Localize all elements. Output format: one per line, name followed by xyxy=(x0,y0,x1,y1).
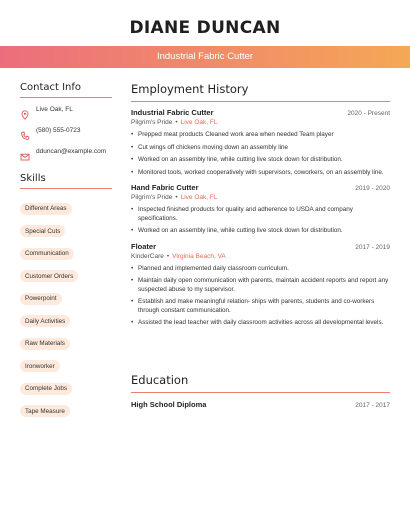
list-item: • Maintain daily open communication with parents, maintain accident reports and report any suspected abuse to my supervisor. xyxy=(131,277,390,294)
job-dates: 2020 - Present xyxy=(347,110,390,117)
envelope-icon xyxy=(20,149,30,159)
skill-tag: Customer Orders xyxy=(20,270,78,282)
employment-section-title: Employment History xyxy=(131,82,390,102)
job-company: KinderCare xyxy=(131,252,164,260)
skill-tag: Different Areas xyxy=(20,203,72,215)
job-bullets xyxy=(131,131,390,177)
list-item: • Planned and implemented daily classroom curriculum. xyxy=(131,265,390,274)
job-company: Pilgrim's Pride xyxy=(131,119,173,126)
job-entry: Floater 2017 - 2019 KinderCare • Virginia Beach, VA • Planned and implemented daily classroom curriculum. • Maintain daily open communication with parents, maintain accident reports and report any suspected abuse to my supervisor. • Establish and make meaningful relation- ships with parents, students and co-workers through constant communication. • Assisted the lead teacher with daily classroom activities across all developmental levels. xyxy=(131,242,390,328)
education-entry xyxy=(131,400,390,409)
phone-text: (580) 555-0723 xyxy=(36,127,81,134)
email-text: dduncan@example.com xyxy=(36,148,107,155)
contact-section-title: Contact Info xyxy=(20,82,112,98)
list-item: • Assisted the lead teacher with daily classroom activities across all developmental levels. xyxy=(131,319,390,328)
candidate-name: DIANE DUNCAN xyxy=(129,18,281,38)
education-dates: 2017 - 2017 xyxy=(355,402,390,409)
job-entry: Hand Fabric Cutter 2019 - 2020 Pilgrim's Pride • Live Oak, FL • Inspected finished products for quality and adherence to USDA and company specifications. • Worked on an assembly line, while cutting live stock down for distribution. xyxy=(131,183,390,236)
skills-list xyxy=(20,197,112,422)
list-item: • Worked on an assembly line, while cutting live stock down for distribution. xyxy=(131,227,390,236)
skill-tag: Daily Activities xyxy=(20,315,70,327)
location-text: Live Oak, FL xyxy=(36,106,73,113)
degree-title: High School Diploma xyxy=(131,400,207,409)
contact-list xyxy=(20,106,112,159)
job-entry: Industrial Fabric Cutter 2020 - Present Pilgrim's Pride • Live Oak, FL • Prepped meat products Cleaned work area when needed Team player • Cut wings off chickens moving down an assembly line • Worked on an assembly line, while cutting live stock down for distribution. • Monitored tools, worked cooperatively with supervisors, coworkers, on an assembly line. xyxy=(131,108,390,177)
contact-location xyxy=(20,106,112,117)
skill-tag: Raw Materials xyxy=(20,338,70,350)
skill-tag: Tape Measure xyxy=(20,405,70,417)
job-bullets xyxy=(131,265,390,328)
job-bullets xyxy=(131,206,390,236)
skills-section-title: Skills xyxy=(20,173,112,189)
skill-tag: Ironworker xyxy=(20,360,60,372)
list-item: • Prepped meat products Cleaned work area when needed Team player xyxy=(131,131,390,140)
education-section-title: Education xyxy=(131,373,390,393)
map-pin-icon xyxy=(20,107,30,117)
education-section xyxy=(131,373,390,409)
list-item: • Worked on an assembly line, while cutting live stock down for distribution. xyxy=(131,156,390,165)
job-location: Live Oak, FL xyxy=(180,194,218,201)
skill-tag: Complete Jobs xyxy=(20,383,72,395)
job-location: Virginia Beach, VA xyxy=(172,252,226,260)
job-title: Floater xyxy=(131,241,157,251)
contact-phone xyxy=(20,127,112,138)
list-item: • Establish and make meaningful relation- ships with parents, students and co-workers through constant communication. xyxy=(131,298,390,315)
job-dates: 2017 - 2019 xyxy=(355,243,390,251)
list-item: • Inspected finished products for quality and adherence to USDA and company specifications. xyxy=(131,206,390,223)
phone-icon xyxy=(20,128,30,138)
list-item: • Monitored tools, worked cooperatively with supervisors, coworkers, on an assembly line. xyxy=(131,169,390,178)
job-title: Industrial Fabric Cutter xyxy=(131,108,214,117)
job-title: Hand Fabric Cutter xyxy=(131,183,199,192)
skill-tag: Communication xyxy=(20,248,74,260)
contact-email xyxy=(20,148,112,159)
list-item: • Cut wings off chickens moving down an assembly line xyxy=(131,144,390,153)
sidebar xyxy=(20,82,112,422)
skill-tag: Special Cuts xyxy=(20,225,65,237)
job-dates: 2019 - 2020 xyxy=(355,185,390,192)
skill-tag: Powerpoint xyxy=(20,293,62,305)
job-company: Pilgrim's Pride xyxy=(131,194,173,201)
job-location: Live Oak, FL xyxy=(180,119,218,126)
job-title-banner: Industrial Fabric Cutter xyxy=(0,46,410,68)
main-content xyxy=(131,82,390,332)
